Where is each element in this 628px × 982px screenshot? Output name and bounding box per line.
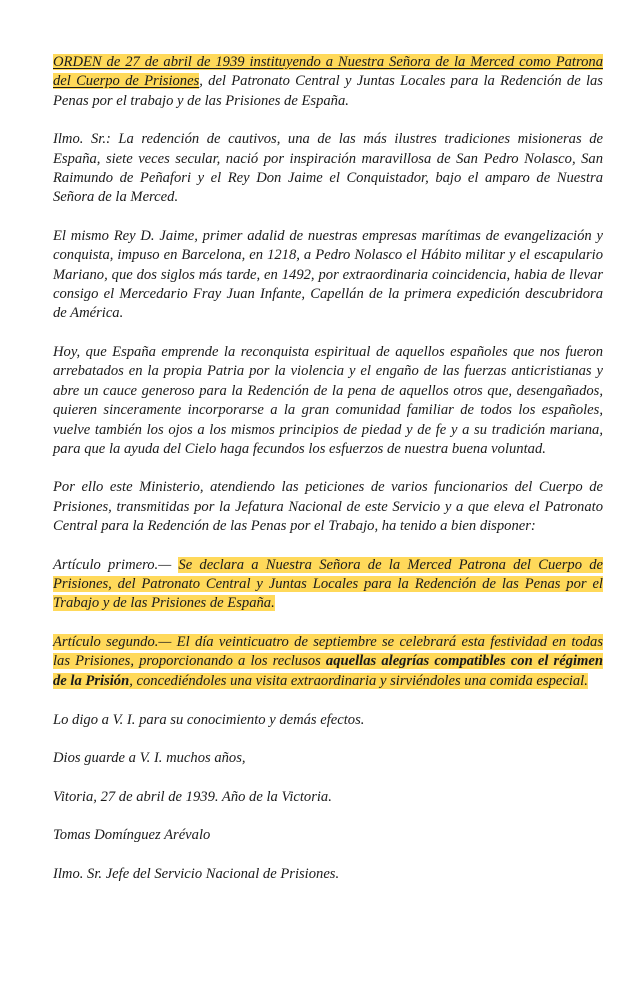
article-two-end: , concediéndoles una visita extraordinaria y sirviéndoles una comida especial. bbox=[129, 672, 588, 689]
closing-line-1: Lo digo a V. I. para su conocimiento y demás efectos. bbox=[53, 711, 365, 728]
paragraph-ministry-decision: Por ello este Ministerio, atendiendo las peticiones de varios funcionarios del Cuerpo de Prisiones, transmitidas por la Jefatura Nacional de este Servicio y a que eleva el Patronato Central para la Redención de las Penas por el Trabajo, ha tenido a bien disponer: bbox=[53, 479, 603, 535]
date-line: Vitoria, 27 de abril de 1939. Año de la Victoria. bbox=[53, 788, 332, 805]
article-two-bold-phrase: aquellas alegrías compatibles con el régimen de la Prisión bbox=[53, 653, 603, 689]
article-two-start: Artículo segundo.— El día veinticuatro de septiembre se celebrará esta festividad en todas las Prisiones, proporcionando a los reclusos bbox=[53, 633, 603, 670]
paragraph-reconquest: Hoy, que España emprende la reconquista espiritual de aquellos españoles que nos fueron arrebatados en la propia Patria por la violencia y el engaño de las fuerzas anticristianas y abre un cauce generoso para la Redención de la pena de aquellos otros que, desengañados, quieren sinceramente incorporarse a la gran comunidad familiar de todos los españoles, vuelve también los ojos a los mismos principios de piedad y de fe y a su tradición mariana, para que la ayuda del Cielo haga fecundos los esfuerzos de nuestra buena voluntad. bbox=[53, 343, 603, 457]
paragraph-king-jaime: El mismo Rey D. Jaime, primer adalid de nuestras empresas marítimas de evangelización y conquista, impuso en Barcelona, en 1218, a Pedro Nolasco el Hábito militar y el escapulario Mariano, que dos siglos más tarde, en 1492, por extraordinaria coincidencia, habia de llevar consigo el Mercedario Fray Juan Infante, Capellán de la primera expedición descubridora de América. bbox=[53, 227, 603, 322]
addressee-line: Ilmo. Sr. Jefe del Servicio Nacional de Prisiones. bbox=[53, 865, 340, 882]
order-title-highlight: ORDEN de 27 de abril de 1939 instituyendo a Nuestra Señora de la Merced como Patrona del Cuerpo de Prisiones bbox=[53, 54, 603, 90]
article-two-highlight bbox=[53, 634, 603, 689]
article-one-highlight: Se declara a Nuestra Señora de la Merced Patrona del Cuerpo de Prisiones, del Patronato Central y Juntas Locales para la Redención de las Penas por el Trabajo y de las Prisiones de España. bbox=[53, 556, 603, 612]
order-title-rest: , del Patronato Central y Juntas Locales para la Redención de las Penas por el trabajo y de las Prisiones de España. bbox=[53, 73, 603, 109]
article-one-paragraph bbox=[53, 556, 603, 614]
article-two-paragraph bbox=[53, 633, 603, 691]
article-one-label: Artículo primero.— bbox=[53, 556, 179, 573]
document-page bbox=[53, 53, 603, 884]
signature-name: Tomas Domínguez Arévalo bbox=[53, 827, 211, 844]
closing-line-2: Dios guarde a V. I. muchos años, bbox=[53, 750, 246, 767]
order-title-paragraph bbox=[53, 53, 603, 111]
paragraph-redemption-history: Ilmo. Sr.: La redención de cautivos, una de las más ilustres tradiciones misioneras de España, siete veces secular, nació por inspiración maravillosa de San Pedro Nolasco, San Raimundo de Peñafori y el Rey Don Jaime el Conquistador, bajo el amparo de Nuestra Señora de la Merced. bbox=[53, 131, 603, 206]
